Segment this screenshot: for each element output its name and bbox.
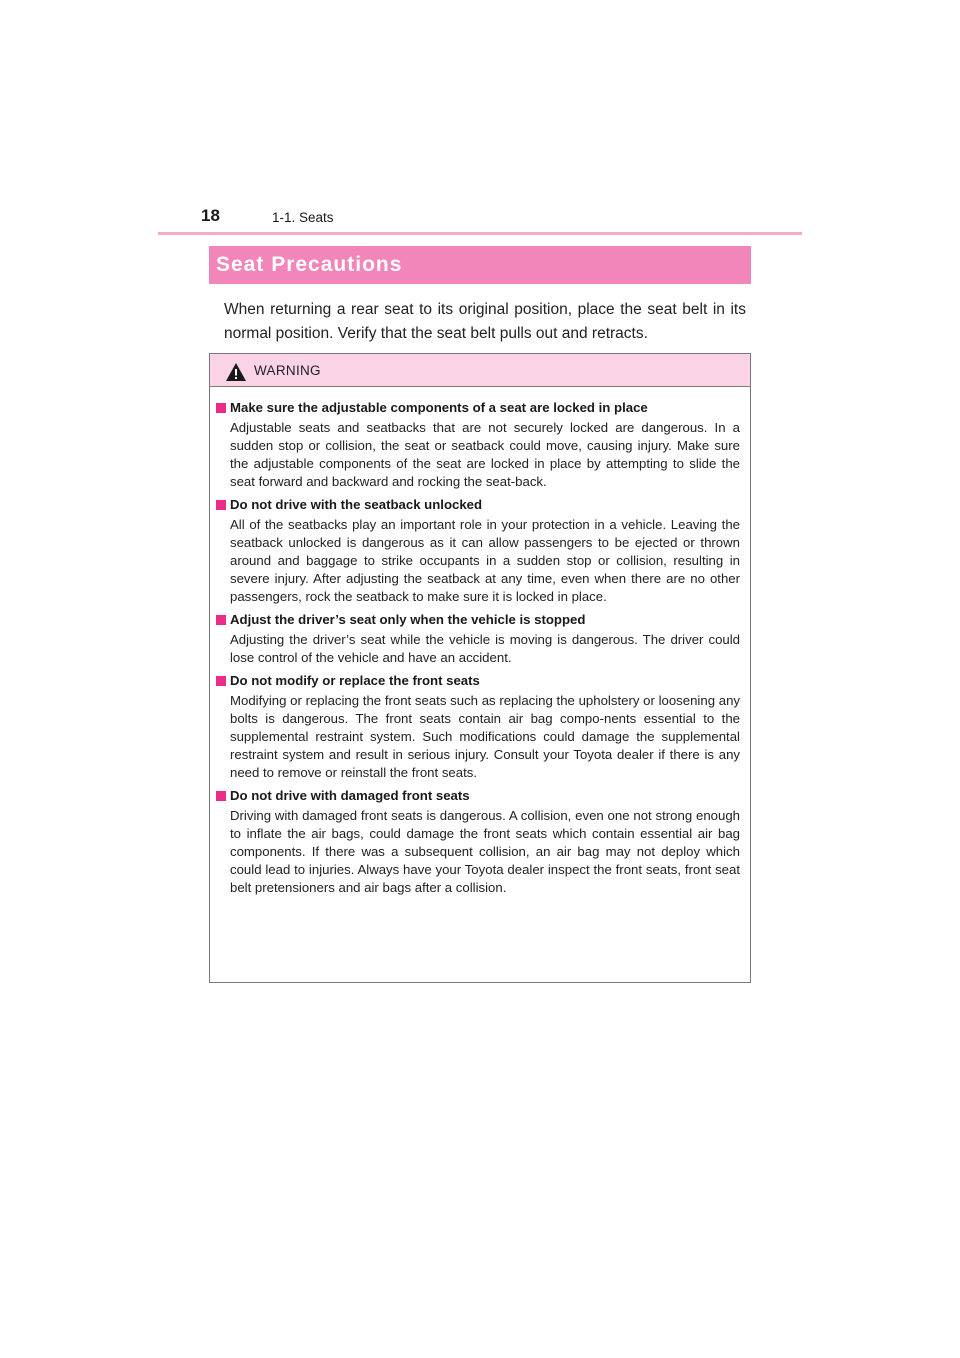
square-bullet-icon: [216, 615, 226, 625]
section-label: 1-1. Seats: [272, 210, 334, 225]
warning-triangle-icon: [226, 363, 246, 381]
square-bullet-icon: [216, 403, 226, 413]
warning-heading: [216, 672, 740, 690]
warning-item: [216, 399, 740, 491]
intro-paragraph: When returning a rear seat to its original position, place the seat belt in its normal position. Verify that the seat belt pulls out and retracts.: [224, 301, 746, 342]
warning-item: [216, 496, 740, 606]
warning-heading: [216, 496, 740, 514]
warning-heading-text: Do not drive with damaged front seats: [230, 788, 470, 803]
title-bar: [209, 246, 751, 284]
warning-item: [216, 672, 740, 782]
square-bullet-icon: [216, 791, 226, 801]
warning-list: [210, 387, 750, 897]
warning-heading-text: Do not modify or replace the front seats: [230, 673, 480, 688]
warning-item: [216, 787, 740, 897]
warning-body: Adjustable seats and seatbacks that are not securely locked are dangerous. In a sudden stop or collision, the seat or seatback could move, causing injury. Make sure the adjustable components of the seat are locked in place by attempting to slide the seat forward and backward and rocking the seat-back.: [230, 420, 740, 489]
warning-heading: [216, 399, 740, 417]
warning-body: All of the seatbacks play an important role in your protection in a vehicle. Leaving the seatback unlocked is dangerous as it can allow passengers to be ejected or thrown around and baggage to strike occupants in a sudden stop or collision, resulting in severe injury. After adjusting the seatback at any time, even when there are no other passengers, rock the seatback to make sure it is locked in place.: [230, 517, 740, 604]
warning-heading: [216, 611, 740, 629]
warning-box: [209, 353, 751, 983]
warning-heading-text: Make sure the adjustable components of a seat are locked in place: [230, 400, 648, 415]
warning-item: [216, 611, 740, 667]
warning-label: WARNING: [254, 363, 321, 378]
page-title: Seat Precautions: [216, 253, 403, 276]
warning-body: Modifying or replacing the front seats such as replacing the upholstery or loosening any bolts is dangerous. The front seats contain air bag compo-nents essential to the supplemental restraint system. Such modifications could damage the supplemental restraint system and result in serious injury. Consult your Toyota dealer if there is any need to remove or reinstall the front seats.: [230, 693, 740, 780]
square-bullet-icon: [216, 676, 226, 686]
warning-body: Driving with damaged front seats is dangerous. A collision, even one not strong enough to inflate the air bags, could damage the front seats which contain essential air bag components. If there was a subsequent collision, an air bag may not deploy which could lead to injuries. Always have your Toyota dealer inspect the front seats, front seat belt pretensioners and air bags after a collision.: [230, 808, 740, 895]
warning-heading-text: Do not drive with the seatback unlocked: [230, 497, 483, 512]
warning-heading: [216, 787, 740, 805]
warning-heading-text: Adjust the driver’s seat only when the vehicle is stopped: [230, 612, 586, 627]
page-number: 18: [201, 206, 220, 225]
square-bullet-icon: [216, 500, 226, 510]
warning-body: Adjusting the driver’s seat while the vehicle is moving is dangerous. The driver could lose control of the vehicle and have an accident.: [230, 632, 740, 665]
warning-header: [210, 354, 750, 387]
header-rule: [158, 232, 802, 235]
